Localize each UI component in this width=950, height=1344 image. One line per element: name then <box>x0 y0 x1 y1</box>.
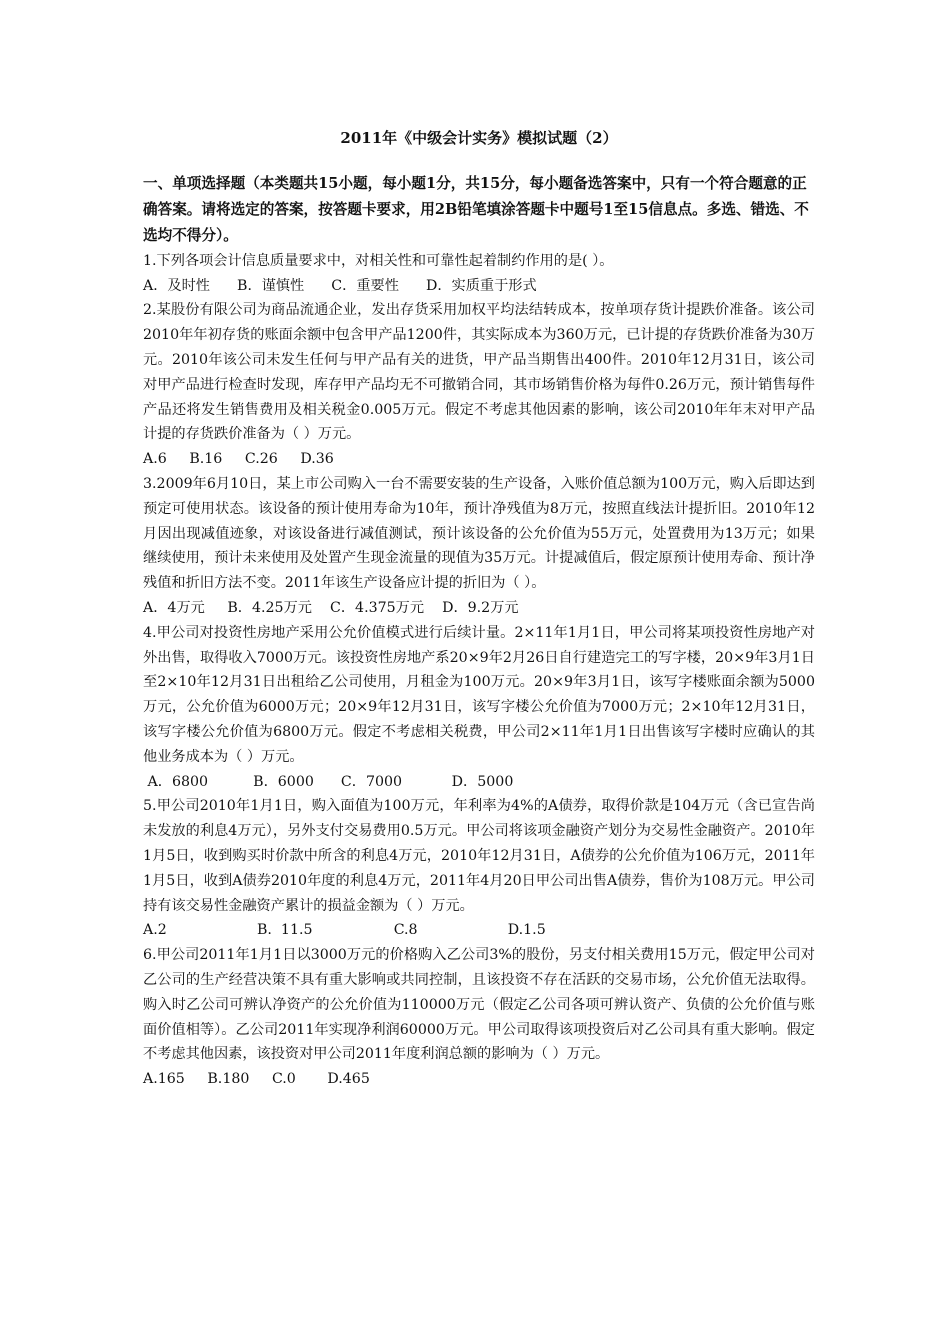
question-6: 6.甲公司2011年1月1日以3000万元的价格购入乙公司3%的股份，另支付相关费用15万元，假定甲公司对乙公司的生产经营决策不具有重大影响或共同控制，且该投资不存在活跃的交易市场，公允价值无法取得。购入时乙公司可辨认净资产的公允价值为110000万元（假定乙公司各项可辨认资产、负债的公允价值与账面价值相等）。乙公司2011年实现净利润60000万元。甲公司取得该项投资后对乙公司具有重大影响。假定不考虑其他因素，该投资对甲公司2011年度利润总额的影响为（ ）万元。 <box>143 947 815 1063</box>
question-4-options: A．6800 B．6000 C．7000 D．5000 <box>143 773 514 790</box>
question-3-options: A．4万元 B．4.25万元 C．4.375万元 D．9.2万元 <box>143 599 519 616</box>
page-title: 2011年《中级会计实务》模拟试题（2） <box>340 129 618 147</box>
question-2: 2.某股份有限公司为商品流通企业，发出存货采用加权平均法结转成本，按单项存货计提跌价准备。该公司2010年年初存货的账面余额中包含甲产品1200件，其实际成本为360万元，已计提的存货跌价准备为30万元。2010年该公司未发生任何与甲产品有关的进货，甲产品当期售出400件。2010年12月31日，该公司对甲产品进行检查时发现，库存甲产品均无不可撤销合同，其市场销售价格为每件0.26万元，预计销售每件产品还将发生销售费用及相关税金0.005万元。假定不考虑其他因素的影响，该公司2010年年末对甲产品计提的存货跌价准备为（ ）万元。 <box>143 302 815 443</box>
section-heading: 一、单项选择题（本类题共15小题，每小题1分，共15分，每小题备选答案中，只有一个符合题意的正确答案。请将选定的答案，按答题卡要求，用2B铅笔填涂答题卡中题号1至15信息点。多选、错选、不选均不得分）。 <box>143 174 809 244</box>
question-1-options: A．及时性 B．谨慎性 C．重要性 D．实质重于形式 <box>143 277 537 294</box>
question-2-options: A.6 B.16 C.26 D.36 <box>143 451 334 468</box>
question-1: 1.下列各项会计信息质量要求中，对相关性和可靠性起着制约作用的是( ）。 <box>143 252 614 269</box>
document-page <box>143 120 815 1092</box>
question-3: 3.2009年6月10日，某上市公司购入一台不需要安装的生产设备，入账价值总额为100万元，购入后即达到预定可使用状态。该设备的预计使用寿命为10年，预计净残值为8万元，按照直线法计提折旧。2010年12月因出现减值迹象，对该设备进行减值测试，预计该设备的公允价值为55万元，处置费用为13万元；如果继续使用，预计未来使用及处置产生现金流量的现值为35万元。计提减值后，假定原预计使用寿命、预计净残值和折旧方法不变。2011年该生产设备应计提的折旧为（ ）。 <box>143 475 815 592</box>
question-5-options: A.2 B. 11.5 C.8 D.1.5 <box>143 922 546 939</box>
question-6-options: A.165 B.180 C.0 D.465 <box>143 1071 370 1088</box>
question-5: 5.甲公司2010年1月1日，购入面值为100万元，年利率为4%的A债券，取得价款是104万元（含已宣告尚未发放的利息4万元），另外支付交易费用0.5万元。甲公司将该项金融资产划分为交易性金融资产。2010年1月5日，收到购买时价款中所含的利息4万元，2010年12月31日，A债券的公允价值为106万元，2011年1月5日，收到A债券2010年度的利息4万元，2011年4月20日甲公司出售A债券，售价为108万元。甲公司持有该交易性金融资产累计的损益金额为（ ）万元。 <box>143 798 815 914</box>
question-4: 4.甲公司对投资性房地产采用公允价值模式进行后续计量。2×11年1月1日，甲公司将某项投资性房地产对外出售，取得收入7000万元。该投资性房地产系20×9年2月26日自行建造完工的写字楼，20×9年3月1日至2×10年12月31日出租给乙公司使用，月租金为100万元。20×9年3月1日，该写字楼账面余额为5000万元，公允价值为6000万元；20×9年12月31日，该写字楼公允价值为7000万元；2×10年12月31日，该写字楼公允价值为6800万元。假定不考虑相关税费，甲公司2×11年1月1日出售该写字楼时应确认的其他业务成本为（ ）万元。 <box>143 624 815 765</box>
